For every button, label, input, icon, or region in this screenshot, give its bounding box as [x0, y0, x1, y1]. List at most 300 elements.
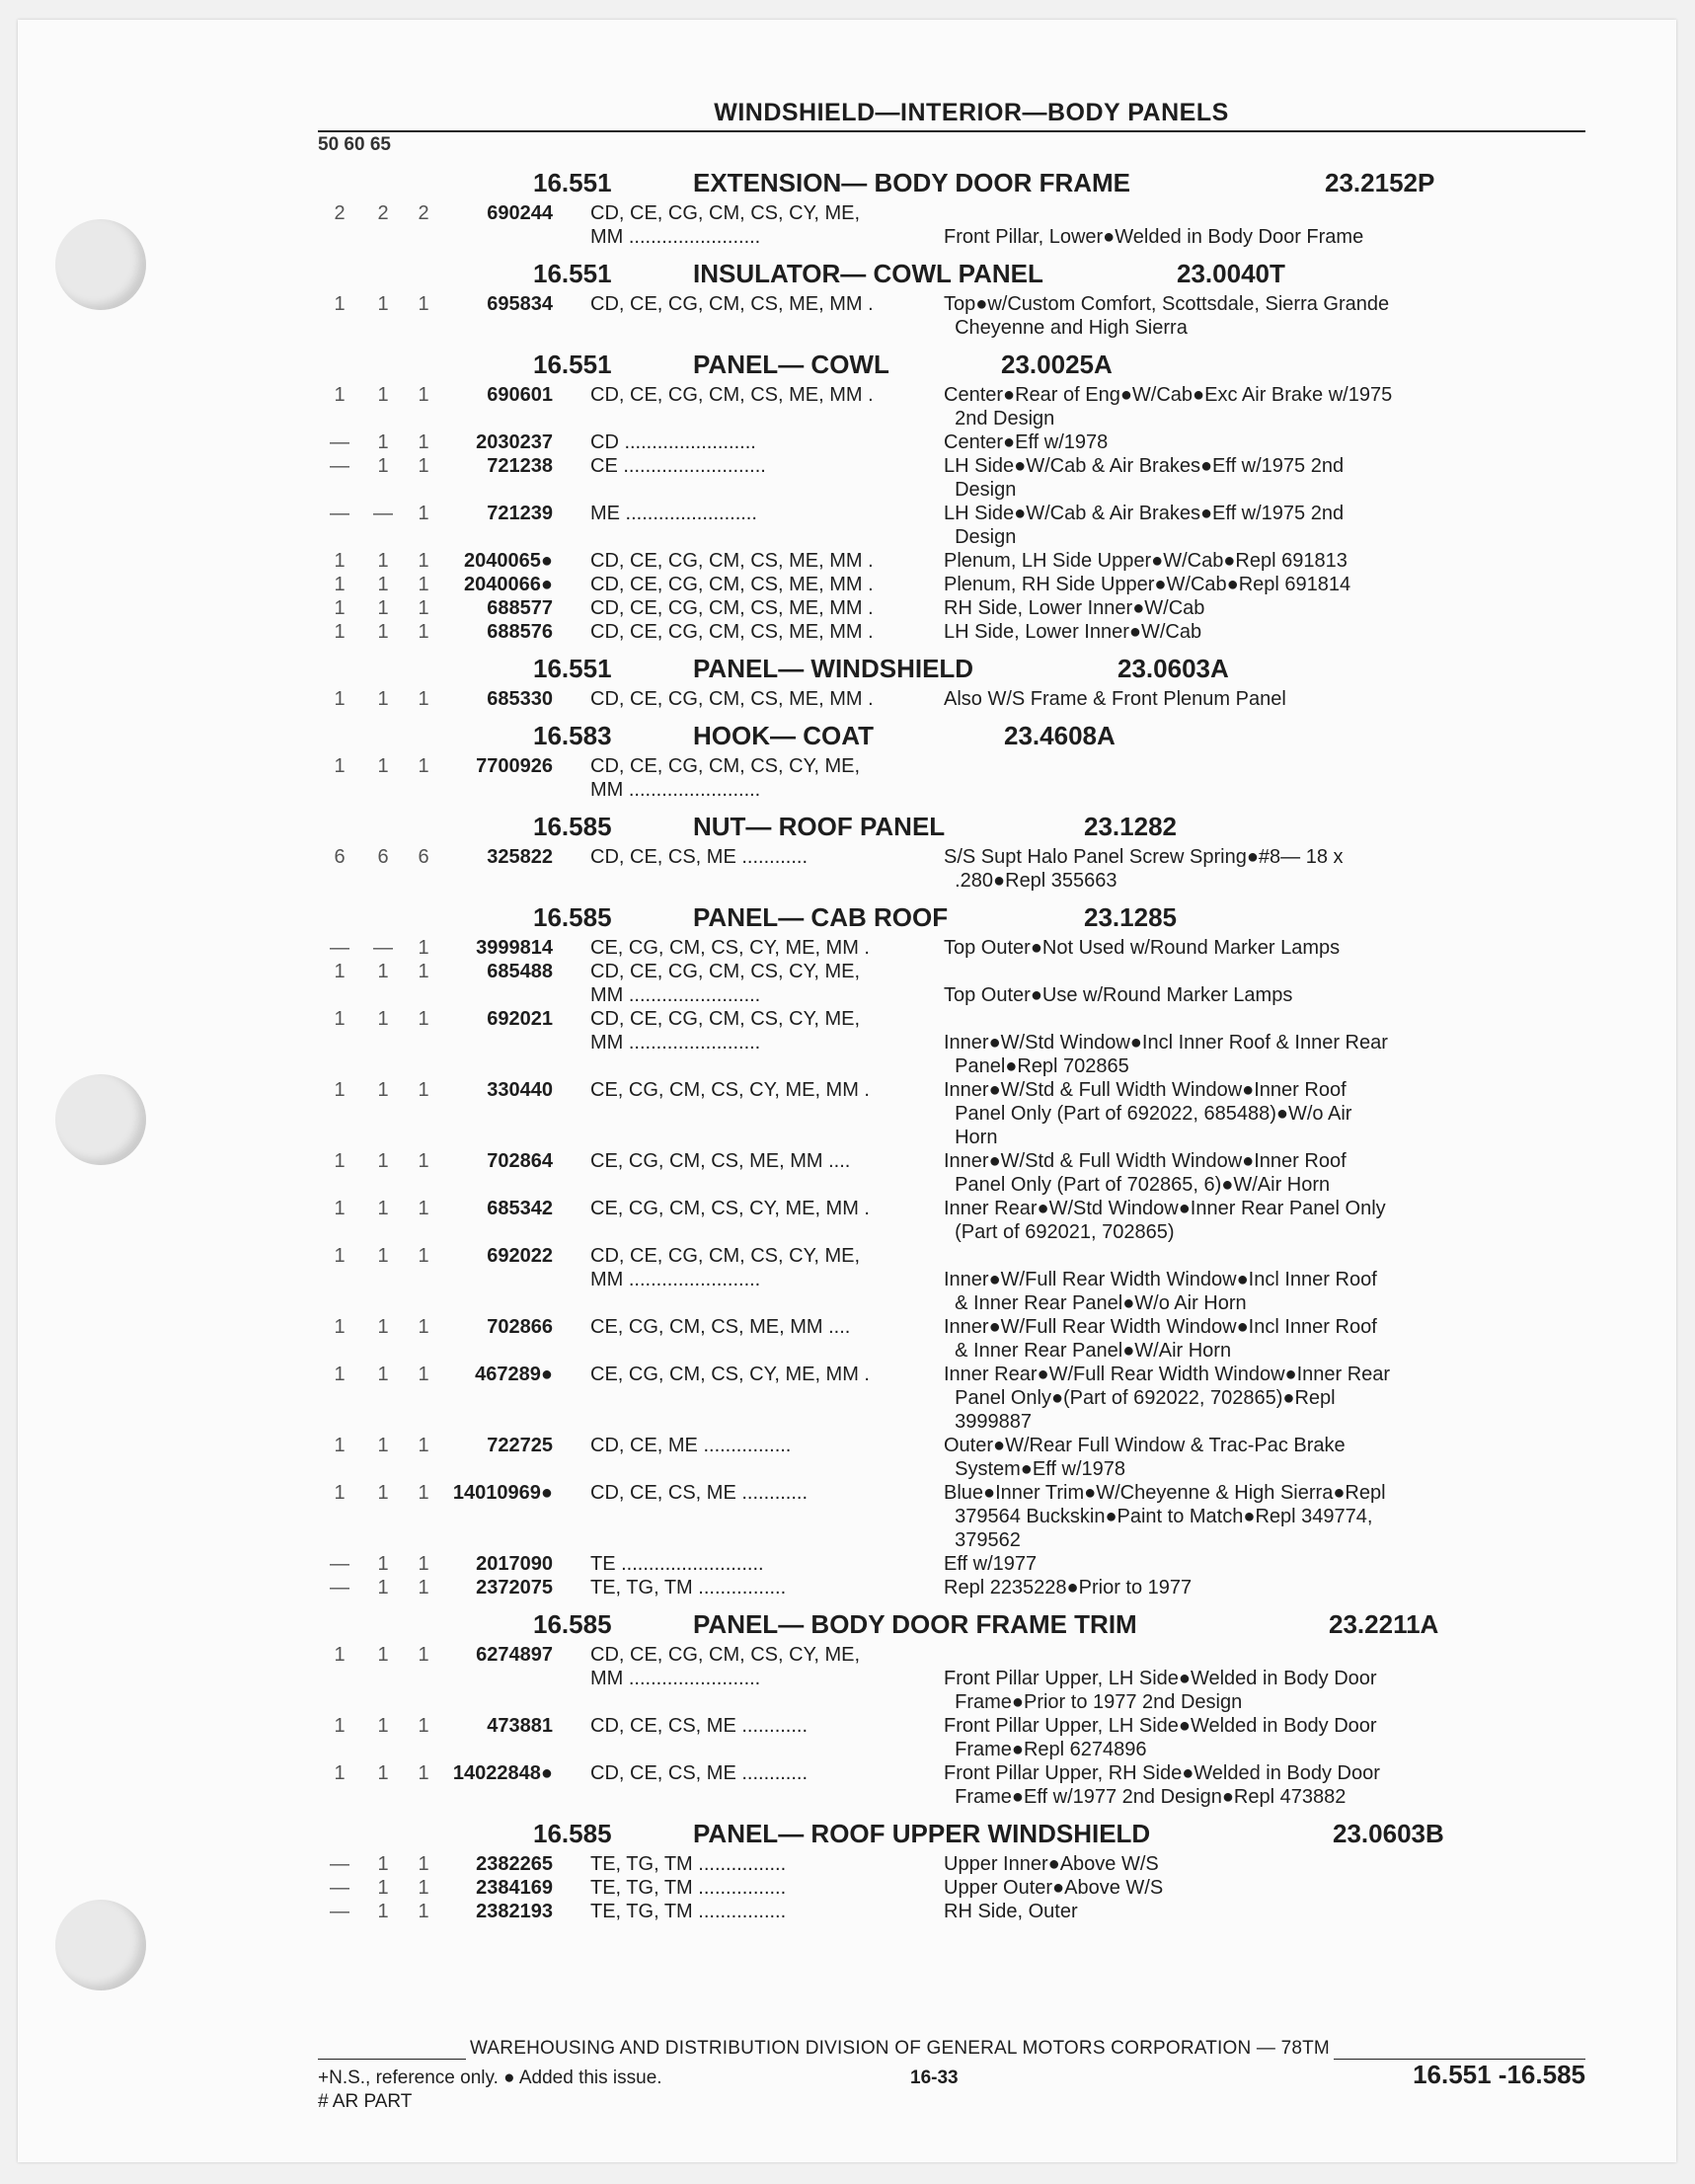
part-number — [442, 1339, 590, 1363]
part-description: Top Outer●Use w/Round Marker Lamps — [944, 984, 1293, 1006]
binder-hole-icon — [55, 1900, 146, 1990]
qty-year-65: 1 — [418, 1008, 429, 1030]
table-row — [318, 407, 1585, 430]
section-number: 16.583 — [533, 721, 612, 750]
part-number — [442, 1291, 590, 1315]
part-number — [442, 1173, 590, 1197]
qty-year-60 — [361, 1386, 405, 1410]
model-codes: CE, CG, CM, CS, ME, MM .... — [590, 1316, 851, 1338]
qty-year-60: 1 — [377, 961, 389, 982]
model-codes: CD, CE, CG, CM, CS, ME, MM . — [590, 597, 874, 619]
part-rows — [318, 1643, 1585, 1809]
section-code: 23.0040T — [1177, 259, 1285, 288]
part-number — [442, 1102, 590, 1126]
model-codes: CD, CE, CG, CM, CS, CY, ME, — [590, 202, 860, 224]
section-number: 16.585 — [533, 1819, 612, 1848]
qty-year-50 — [318, 1220, 361, 1244]
part-description: Center●Rear of Eng●W/Cab●Exc Air Brake w/1975 — [944, 384, 1393, 406]
qty-year-65 — [405, 1054, 442, 1078]
qty-year-65 — [405, 478, 442, 502]
table-row — [318, 1173, 1585, 1197]
table-row — [318, 549, 1585, 573]
qty-year-50: — — [330, 503, 349, 524]
qty-year-60: 1 — [377, 1435, 389, 1456]
model-codes: CD, CE, CG, CM, CS, CY, ME, — [590, 961, 860, 982]
qty-year-60 — [361, 869, 405, 893]
part-number: 685330 — [487, 688, 553, 710]
qty-year-50: 1 — [334, 688, 346, 710]
qty-year-60: 6 — [377, 846, 389, 868]
part-number: 473881 — [487, 1715, 553, 1737]
qty-year-65 — [405, 1457, 442, 1481]
model-codes: CD, CE, CG, CM, CS, ME, MM . — [590, 574, 874, 595]
qty-year-60: 1 — [377, 1577, 389, 1599]
table-row — [318, 1667, 1585, 1690]
part-rows — [318, 383, 1585, 644]
table-row — [318, 1457, 1585, 1481]
qty-year-65 — [405, 1528, 442, 1552]
part-description: 379564 Buckskin●Paint to Match●Repl 349774, — [944, 1506, 1373, 1527]
section-code: 23.0603B — [1333, 1819, 1444, 1848]
part-description: Inner●W/Std & Full Width Window●Inner Roof — [944, 1150, 1347, 1172]
model-codes: CD, CE, CG, CM, CS, ME, MM . — [590, 293, 874, 315]
qty-year-60: 1 — [377, 1079, 389, 1101]
model-codes: CD, CE, CG, CM, CS, ME, MM . — [590, 384, 874, 406]
qty-year-60: 1 — [377, 1553, 389, 1575]
table-row — [318, 1900, 1585, 1923]
part-number: 14010969● — [452, 1482, 553, 1504]
qty-year-50: — — [330, 1577, 349, 1599]
qty-year-60 — [361, 1690, 405, 1714]
table-row — [318, 1339, 1585, 1363]
table-row — [318, 430, 1585, 454]
model-codes — [590, 1339, 944, 1363]
part-number — [442, 1054, 590, 1078]
section-name: NUT— ROOF PANEL — [693, 812, 946, 841]
model-codes: CD, CE, CG, CM, CS, CY, ME, — [590, 1245, 860, 1267]
part-number: 2030237 — [476, 431, 553, 453]
part-number: 2382193 — [476, 1901, 553, 1922]
section-header — [318, 652, 1585, 687]
part-description: Inner Rear●W/Std Window●Inner Rear Panel Only — [944, 1198, 1386, 1219]
qty-year-50 — [318, 1126, 361, 1149]
qty-year-60 — [361, 1667, 405, 1690]
qty-year-50: — — [330, 1553, 349, 1575]
table-row — [318, 1363, 1585, 1386]
qty-year-60: 1 — [377, 1877, 389, 1899]
table-row — [318, 960, 1585, 983]
part-number — [442, 1031, 590, 1054]
part-number — [442, 1220, 590, 1244]
model-codes — [590, 1457, 944, 1481]
qty-year-50: — — [330, 937, 349, 959]
part-description: Front Pillar Upper, LH Side●Welded in Body Door — [944, 1715, 1377, 1737]
table-row — [318, 1244, 1585, 1268]
model-codes: CE, CG, CM, CS, ME, MM .... — [590, 1150, 851, 1172]
legend-line-2: # AR PART — [318, 2091, 413, 2112]
model-codes: TE, TG, TM ................ — [590, 1853, 787, 1875]
section-name: PANEL— WINDSHIELD — [693, 654, 974, 683]
part-number — [442, 869, 590, 893]
part-description: Plenum, LH Side Upper●W/Cab●Repl 691813 — [944, 550, 1348, 572]
qty-year-60: 1 — [377, 1853, 389, 1875]
part-number — [442, 1785, 590, 1809]
part-number: 722725 — [487, 1435, 553, 1456]
qty-year-65: 1 — [418, 293, 429, 315]
part-number: 2372075 — [476, 1577, 553, 1599]
part-description: .280●Repl 355663 — [944, 870, 1117, 892]
table-row — [318, 620, 1585, 644]
table-row — [318, 1078, 1585, 1102]
part-number — [442, 1386, 590, 1410]
qty-year-65 — [405, 869, 442, 893]
section-name: HOOK— COAT — [693, 721, 874, 750]
section-header — [318, 1607, 1585, 1643]
qty-year-65: 1 — [418, 384, 429, 406]
part-number: 721239 — [487, 503, 553, 524]
section-number: 16.585 — [533, 902, 612, 932]
part-number — [442, 1528, 590, 1552]
part-rows — [318, 936, 1585, 1599]
part-number: 3999814 — [476, 937, 553, 959]
part-description: Design — [944, 479, 1017, 501]
part-number: 325822 — [487, 846, 553, 868]
qty-year-50: 1 — [334, 1198, 346, 1219]
part-number — [442, 407, 590, 430]
qty-year-65 — [405, 983, 442, 1007]
part-number — [442, 1738, 590, 1761]
table-row — [318, 1410, 1585, 1434]
qty-year-60 — [361, 1031, 405, 1054]
model-codes — [590, 1690, 944, 1714]
table-row — [318, 1126, 1585, 1149]
model-codes — [590, 1386, 944, 1410]
part-description: Plenum, RH Side Upper●W/Cab●Repl 691814 — [944, 574, 1351, 595]
part-description: Inner●W/Full Rear Width Window●Incl Inner Roof — [944, 1269, 1377, 1290]
part-description: Blue●Inner Trim●W/Cheyenne & High Sierra●Repl — [944, 1482, 1386, 1504]
qty-year-65: 1 — [418, 621, 429, 643]
part-number — [442, 478, 590, 502]
table-row — [318, 1528, 1585, 1552]
part-description — [944, 960, 1585, 983]
part-description: Front Pillar Upper, LH Side●Welded in Body Door — [944, 1668, 1377, 1689]
part-number — [442, 778, 590, 802]
section-number: 16.551 — [533, 350, 612, 379]
part-description: Panel●Repl 702865 — [944, 1055, 1129, 1077]
qty-year-50: — — [330, 455, 349, 477]
model-codes — [590, 478, 944, 502]
qty-year-50 — [318, 407, 361, 430]
qty-year-60: 1 — [377, 1008, 389, 1030]
table-row — [318, 292, 1585, 316]
model-codes: TE, TG, TM ................ — [590, 1577, 787, 1599]
part-number — [442, 316, 590, 340]
part-number — [442, 525, 590, 549]
table-row — [318, 1714, 1585, 1738]
model-codes — [590, 1785, 944, 1809]
table-row — [318, 1197, 1585, 1220]
table-row — [318, 596, 1585, 620]
part-number: 688576 — [487, 621, 553, 643]
model-codes — [590, 1528, 944, 1552]
qty-year-50 — [318, 1339, 361, 1363]
qty-year-65 — [405, 1410, 442, 1434]
qty-year-60: 1 — [377, 1150, 389, 1172]
table-row — [318, 573, 1585, 596]
part-number — [442, 1457, 590, 1481]
part-description: 379562 — [944, 1529, 1021, 1551]
part-description: & Inner Rear Panel●W/Air Horn — [944, 1340, 1232, 1362]
model-codes: TE, TG, TM ................ — [590, 1901, 787, 1922]
qty-year-50: 1 — [334, 755, 346, 777]
qty-year-50 — [318, 1173, 361, 1197]
part-number: 2017090 — [476, 1553, 553, 1575]
model-codes: CD, CE, CG, CM, CS, ME, MM . — [590, 550, 874, 572]
qty-year-60 — [361, 983, 405, 1007]
qty-year-60 — [361, 1126, 405, 1149]
section-name: INSULATOR— COWL PANEL — [693, 259, 1043, 288]
part-number: 14022848● — [452, 1762, 553, 1784]
table-row — [318, 478, 1585, 502]
part-description: Also W/S Frame & Front Plenum Panel — [944, 688, 1286, 710]
qty-year-65 — [405, 1505, 442, 1528]
qty-year-60 — [361, 1102, 405, 1126]
table-row — [318, 1690, 1585, 1714]
qty-year-60: 1 — [377, 384, 389, 406]
section-code: 23.0603A — [1117, 654, 1229, 683]
part-number: 7700926 — [476, 755, 553, 777]
model-codes: CD, CE, CS, ME ............ — [590, 1762, 809, 1784]
qty-year-60 — [361, 1738, 405, 1761]
qty-year-50: 1 — [334, 1316, 346, 1338]
model-codes: TE .......................... — [590, 1553, 764, 1575]
qty-year-60 — [361, 1410, 405, 1434]
qty-year-65 — [405, 1785, 442, 1809]
part-description: Inner●W/Std Window●Incl Inner Roof & Inner Rear — [944, 1032, 1388, 1053]
qty-year-60 — [361, 1339, 405, 1363]
part-description — [944, 778, 1585, 802]
part-number: 692022 — [487, 1245, 553, 1267]
qty-year-50 — [318, 1505, 361, 1528]
table-row — [318, 1054, 1585, 1078]
part-description: & Inner Rear Panel●W/o Air Horn — [944, 1292, 1247, 1314]
model-codes — [590, 407, 944, 430]
qty-year-65: 1 — [418, 550, 429, 572]
qty-year-60 — [361, 1054, 405, 1078]
qty-year-65 — [405, 1690, 442, 1714]
part-description: 3999887 — [944, 1411, 1032, 1433]
model-codes: CE .......................... — [590, 455, 766, 477]
sections-container — [318, 166, 1585, 1923]
part-description: Panel Only●(Part of 692022, 702865)●Repl — [944, 1387, 1336, 1409]
qty-year-50: 1 — [334, 1245, 346, 1267]
part-description: 2nd Design — [944, 408, 1055, 429]
qty-year-60: 1 — [377, 574, 389, 595]
qty-year-65: 1 — [418, 1079, 429, 1101]
qty-year-65: 1 — [418, 1553, 429, 1575]
qty-year-65 — [405, 525, 442, 549]
section-code: 23.0025A — [1001, 350, 1113, 379]
qty-year-65: 1 — [418, 1644, 429, 1666]
qty-year-65 — [405, 1126, 442, 1149]
section-code: 23.1282 — [1084, 812, 1177, 841]
qty-year-50 — [318, 778, 361, 802]
qty-year-60: 1 — [377, 755, 389, 777]
model-codes — [590, 1410, 944, 1434]
part-description: Frame●Eff w/1977 2nd Design●Repl 473882 — [944, 1786, 1347, 1808]
qty-year-60 — [361, 1505, 405, 1528]
qty-year-50 — [318, 478, 361, 502]
table-row — [318, 1031, 1585, 1054]
page-number: 16-33 — [910, 2067, 959, 2088]
qty-year-65 — [405, 316, 442, 340]
part-description: Cheyenne and High Sierra — [944, 317, 1188, 339]
section-number: 16.585 — [533, 812, 612, 841]
part-number: 685342 — [487, 1198, 553, 1219]
table-row — [318, 525, 1585, 549]
page-footer — [318, 2038, 1585, 2112]
model-codes — [590, 1505, 944, 1528]
qty-year-50: 1 — [334, 621, 346, 643]
table-row — [318, 845, 1585, 869]
qty-year-60 — [361, 478, 405, 502]
part-description: System●Eff w/1978 — [944, 1458, 1126, 1480]
table-row — [318, 1876, 1585, 1900]
section-name: PANEL— COWL — [693, 350, 889, 379]
qty-year-50: — — [330, 431, 349, 453]
section-number: 16.551 — [533, 168, 612, 197]
part-number: 702864 — [487, 1150, 553, 1172]
model-codes: MM ........................ — [590, 226, 761, 248]
qty-year-65: 1 — [418, 1853, 429, 1875]
part-rows — [318, 1852, 1585, 1923]
qty-year-50: 1 — [334, 1482, 346, 1504]
qty-year-65: 1 — [418, 1198, 429, 1219]
qty-year-65 — [405, 1667, 442, 1690]
part-description: Frame●Repl 6274896 — [944, 1739, 1147, 1760]
table-row — [318, 1643, 1585, 1667]
table-row — [318, 1505, 1585, 1528]
part-description: Inner●W/Std & Full Width Window●Inner Roof — [944, 1079, 1347, 1101]
table-row — [318, 778, 1585, 802]
qty-year-65: 1 — [418, 1715, 429, 1737]
part-description — [944, 1643, 1585, 1667]
qty-year-60: 1 — [377, 1715, 389, 1737]
table-row — [318, 1149, 1585, 1173]
qty-year-65: 1 — [418, 1877, 429, 1899]
qty-year-50 — [318, 1268, 361, 1291]
qty-year-60 — [361, 225, 405, 249]
qty-year-50 — [318, 1690, 361, 1714]
table-row — [318, 1434, 1585, 1457]
table-row — [318, 1852, 1585, 1876]
part-number — [442, 983, 590, 1007]
qty-year-50 — [318, 1457, 361, 1481]
qty-year-60: — — [373, 937, 393, 959]
qty-year-50 — [318, 1031, 361, 1054]
qty-year-65: 1 — [418, 597, 429, 619]
qty-year-65: 1 — [418, 688, 429, 710]
qty-year-50 — [318, 316, 361, 340]
qty-year-65: 1 — [418, 455, 429, 477]
section-name: EXTENSION— BODY DOOR FRAME — [693, 168, 1131, 197]
part-description: Upper Inner●Above W/S — [944, 1853, 1159, 1875]
table-row — [318, 1315, 1585, 1339]
qty-year-60: 1 — [377, 431, 389, 453]
qty-year-60: 1 — [377, 1762, 389, 1784]
qty-year-60: 1 — [377, 1644, 389, 1666]
years-header: 50 60 65 — [318, 134, 391, 155]
model-codes: MM ........................ — [590, 779, 761, 801]
model-codes: CD, CE, CG, CM, CS, CY, ME, — [590, 755, 860, 777]
qty-year-50: 1 — [334, 1715, 346, 1737]
qty-year-65: 1 — [418, 431, 429, 453]
parts-listing — [318, 99, 1585, 1923]
part-number: 2040065● — [464, 550, 553, 572]
qty-year-50 — [318, 869, 361, 893]
qty-year-50: 1 — [334, 961, 346, 982]
qty-year-60: 1 — [377, 550, 389, 572]
qty-year-65 — [405, 407, 442, 430]
qty-year-65: 1 — [418, 937, 429, 959]
part-rows — [318, 845, 1585, 893]
part-rows — [318, 201, 1585, 249]
part-number — [442, 1126, 590, 1149]
qty-year-50 — [318, 1102, 361, 1126]
table-row — [318, 869, 1585, 893]
qty-year-50: 1 — [334, 1435, 346, 1456]
model-codes — [590, 1291, 944, 1315]
part-number: 6274897 — [476, 1644, 553, 1666]
qty-year-65: 1 — [418, 503, 429, 524]
model-codes: MM ........................ — [590, 1269, 761, 1290]
section-code: 23.1285 — [1084, 902, 1177, 932]
part-description: Center●Eff w/1978 — [944, 431, 1109, 453]
section-code: 23.2211A — [1329, 1609, 1439, 1639]
section-header — [318, 719, 1585, 754]
part-description: Inner Rear●W/Full Rear Width Window●Inner Rear — [944, 1364, 1391, 1385]
qty-year-50: 1 — [334, 574, 346, 595]
qty-year-60 — [361, 1528, 405, 1552]
qty-year-65 — [405, 778, 442, 802]
model-codes: CE, CG, CM, CS, CY, ME, MM . — [590, 937, 870, 959]
qty-year-50 — [318, 983, 361, 1007]
section-name: PANEL— BODY DOOR FRAME TRIM — [693, 1609, 1137, 1639]
qty-year-65: 1 — [418, 1150, 429, 1172]
model-codes: MM ........................ — [590, 1032, 761, 1053]
part-description: Outer●W/Rear Full Window & Trac-Pac Brake — [944, 1435, 1346, 1456]
division-text: WAREHOUSING AND DISTRIBUTION DIVISION OF GENERAL MOTORS CORPORATION — 78TM — [470, 2038, 1330, 2059]
qty-year-50: — — [330, 1853, 349, 1875]
part-description: Inner●W/Full Rear Width Window●Incl Inner Roof — [944, 1316, 1377, 1338]
part-number: 2382265 — [476, 1853, 553, 1875]
section-code: 23.2152P — [1325, 168, 1435, 197]
section-header — [318, 348, 1585, 383]
qty-year-60 — [361, 1220, 405, 1244]
table-row — [318, 454, 1585, 478]
table-row — [318, 1386, 1585, 1410]
part-description: RH Side, Outer — [944, 1901, 1078, 1922]
part-number: 2384169 — [476, 1877, 553, 1899]
table-row — [318, 502, 1585, 525]
qty-year-50 — [318, 1054, 361, 1078]
table-row — [318, 1220, 1585, 1244]
part-description: Eff w/1977 — [944, 1553, 1038, 1575]
part-number: 330440 — [487, 1079, 553, 1101]
section-header — [318, 1817, 1585, 1852]
part-description: Top●w/Custom Comfort, Scottsdale, Sierra Grande — [944, 293, 1390, 315]
qty-year-60 — [361, 1268, 405, 1291]
